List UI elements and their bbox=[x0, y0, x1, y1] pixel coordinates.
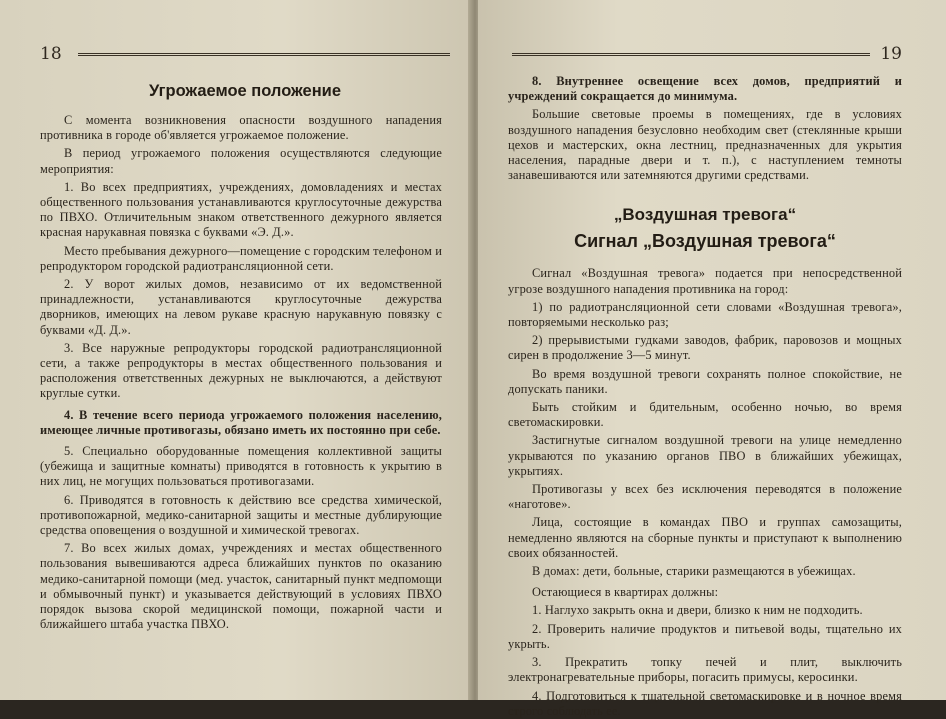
right-body-bottom bbox=[508, 266, 902, 718]
left-body bbox=[40, 113, 450, 633]
paragraph-bold: 8. Внутреннее освещение всех домов, предприятий и учреждений сокращается до минимума. bbox=[508, 74, 902, 104]
section-subheading: Сигнал „Воздушная тревога“ bbox=[574, 231, 836, 252]
right-page-header bbox=[508, 40, 902, 68]
paragraph: Быть стойким и бдительным, особенно ночью, во время светомаскировки. bbox=[508, 400, 902, 430]
paragraph: 1. Наглухо закрыть окна и двери, близко к ним не подходить. bbox=[532, 603, 863, 618]
page-number: 19 bbox=[880, 44, 902, 64]
paragraph: Противогазы у всех без исключения переводятся в положение «наготове». bbox=[508, 482, 902, 512]
paragraph-bold: 4. В течение всего периода угрожаемого положения населению, имеющее личные противогазы, обязано иметь их постоянно при себе. bbox=[40, 407, 442, 437]
paragraph: Лица, состоящие в командах ПВО и группах самозащиты, немедленно являются на сборные пункты и приступают к выполнению своих обязанностей. bbox=[508, 515, 902, 560]
paragraph: 2) прерывистыми гудками заводов, фабрик, паровозов и мощных сирен в продолжение 3—5 минут. bbox=[508, 333, 902, 363]
paragraph: Место пребывания дежурного—помещение с городским телефоном и репродуктором городской радиотрансляционной сети. bbox=[40, 243, 442, 273]
paragraph: 6. Приводятся в готовность к действию все средства химической, противопожарной, медико-санитарной защиты и местные дублирующие средства оповещения о воздушной и химической тревогах. bbox=[40, 492, 442, 538]
section-heading: „Воздушная тревога“ bbox=[613, 205, 797, 225]
paragraph: Сигнал «Воздушная тревога» подается при непосредственной угрозе воздушного нападения противника на город: bbox=[508, 266, 902, 296]
paragraph: 4. Подготовиться к тщательной светомаскировке и в ночное время строго соблюдать ее. bbox=[508, 688, 902, 718]
paragraph: Во время воздушной тревоги сохранять полное спокойствие, не допускать паники. bbox=[508, 366, 902, 396]
right-page bbox=[478, 0, 946, 718]
paragraph: 7. Во всех жилых домах, учреждениях и местах общественного пользования вывешиваются адреса ближайших пунктов по оказанию медико-санитарной помощи (мед. участок, санитарный пункт медпомощи и обмывочный пункт) и указывается действующий в условиях ПВХО порядок вызова скорой медицинской помощи, пожарной части и ближайшего штаба участка ПВХО. bbox=[40, 541, 442, 632]
paragraph: В период угрожаемого положения осуществляются следующие мероприятия: bbox=[40, 146, 442, 176]
paragraph: С момента возникновения опасности воздушного нападения противника в городе об'является угрожаемое положение. bbox=[40, 113, 442, 143]
paragraph: Остающиеся в квартирах должны: bbox=[532, 585, 719, 600]
paragraph: 3. Прекратить топку печей и плит, выключить электронагревательные приборы, погасить примусы, керосинки. bbox=[508, 655, 902, 685]
paragraph: 1) по радиотрансляционной сети словами «Воздушная тревога», повторяемыми несколько раз; bbox=[508, 299, 902, 330]
paragraph: 1. Во всех предприятиях, учреждениях, домовладениях и местах общественного пользования устанавливаются круглосуточные дежурства по ПВХО. Отличительным знаком ответственного дежурного является красная нарукавная повязка с буквами «Э. Д.». bbox=[40, 179, 442, 240]
paragraph: Большие световые проемы в помещениях, где в условиях воздушного нападения безусловно необходим свет (стеклянные крыши цехов и мастерских, окна лестниц, предназначенных для укрытия населения, парадные двери и т. п.), с наступлением темноты занавешиваются или затемняются другими средствами. bbox=[508, 107, 902, 183]
section-heading: Угрожаемое положение bbox=[148, 82, 341, 100]
paragraph: 3. Все наружные репродукторы городской радиотрансляционной сети, а также репродукторы в местах общественного пользования и расположения ответственных дежурных не выключаются, а действуют круглые сутки. bbox=[40, 340, 442, 401]
paragraph: 2. Проверить наличие продуктов и питьевой воды, тщательно их укрыть. bbox=[508, 621, 902, 651]
right-body-top bbox=[508, 74, 902, 183]
left-page-header bbox=[40, 40, 450, 68]
header-rule bbox=[78, 53, 450, 56]
paragraph: В домах: дети, больные, старики размещаются в убежищах. bbox=[532, 564, 856, 579]
paragraph: 5. Специально оборудованные помещения коллективной защиты (убежища и защитные комнаты) приводятся в готовность к укрытию в них лиц, не могущих пользоваться противогазами. bbox=[40, 444, 442, 489]
paragraph: 2. У ворот жилых домов, независимо от их ведомственной принадлежности, устанавливаются круглосуточные дежурства дворников, имеющих на левом рукаве красную нарукавную повязку с буквами «Д. Д.». bbox=[40, 277, 442, 337]
paragraph: Застигнутые сигналом воздушной тревоги на улице немедленно укрываются по указанию органов ПВО в ближайших убежищах, укрытиях. bbox=[508, 433, 902, 478]
header-rule bbox=[512, 53, 870, 56]
page-number: 18 bbox=[40, 44, 62, 64]
left-page bbox=[0, 0, 472, 700]
